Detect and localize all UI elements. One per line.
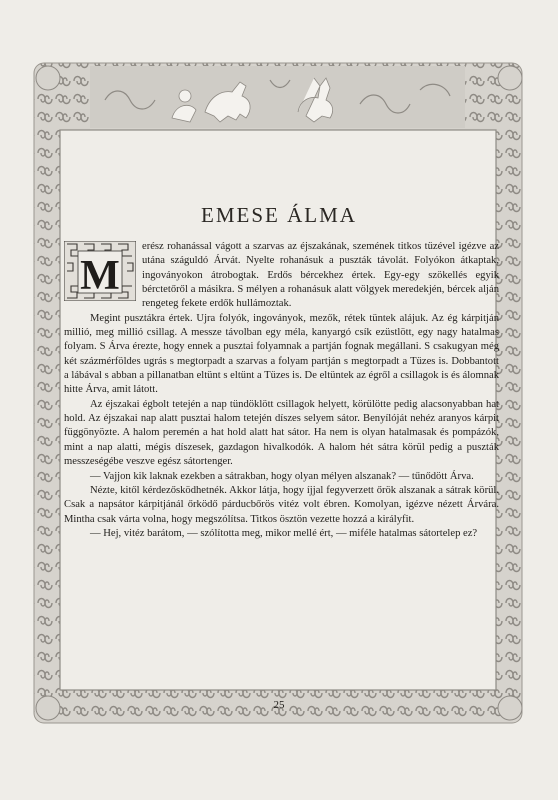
paragraph: Nézte, kitől kérdezősködhetnék. Akkor látja, hogy íjjal fegyverzett őrök alszanak a sátrak körül. Csak a napsátor kárpitjánál őrködő párducbőrös vitéz volt ébren. Komolyan, igézve nézett Árvára. Mintha csak várta volna, hogy megszólítsa. Titkos ösztön vezette hozzá a királyfit. (64, 484, 499, 525)
paragraph: Megint pusztákra értek. Ujra folyók, ingoványok, mezők, rétek tüntek alájuk. Az ég kárpitján millió, meg millió csillag. A messze távolban egy méla, kanyargó csík ezüstlött, egy nagy hatalmas folyam. S Árva érezte, hogy ennek a pusztai folyamnak a partján fognak megállani. S csakugyan még két százmérföldes ugrás s megtorpadt a szarvas a folyam partján s megtorpadt a Tüzes is. Dobbantott a lábával s abban a pillanatban eltünt s eltünt a Tüzes is. De eltüntek az égről a csillagok is és álomnak hitte Árva, amit látott. (64, 312, 499, 396)
paragraph (64, 240, 499, 312)
paragraph-text: erész rohanással vágott a szarvas az éjszakának, szemének titkos tüzével igézve az utána száguldó Árvát. Nyelte rohanásuk a puszták távolát. Folyókon átkaptak, ingoványokon átrobogtak. Erdős bércekhez értek. Egy-egy szökellés egyik bérctetőről a másikra. S mélyen a rohanásuk alatt völgyek meredekjén, bércek alján rengeteg fekete erdők hullámoztak. (142, 241, 499, 310)
chapter-title: EMESE ÁLMA (201, 203, 357, 227)
drop-cap-initial (64, 241, 136, 301)
page-number: 25 (273, 699, 285, 711)
paragraph: — Hej, vitéz barátom, — szólította meg, mikor mellé ért, — miféle hatalmas sátortelep ez? (90, 527, 478, 539)
drop-cap-letter: M (80, 253, 120, 299)
body-text (64, 240, 499, 541)
paragraph: — Vajjon kik laknak ezekben a sátrakban, hogy olyan mélyen alszanak? — tűnődött Árva. (90, 470, 474, 482)
paragraph: Az éjszakai égbolt tetején a nap tündöklött csillagok helyett, körülötte pedig alacsonyabban hat hold. Az éjszakai nap alatt pusztai halom tetején díszes selyem sátor. Benyílóját nehéz aranyos kárpit függönyözte. A halom peremén a hat hold alatt hat sátor. Ha nem is olyan hatalmasak és pompázók, mint a nap alatti, mégis díszesek, gazdagon hivalkodók. A halom hét sátra körül pedig a puszták messzeségébe veszve egész sátortenger. (64, 398, 499, 468)
